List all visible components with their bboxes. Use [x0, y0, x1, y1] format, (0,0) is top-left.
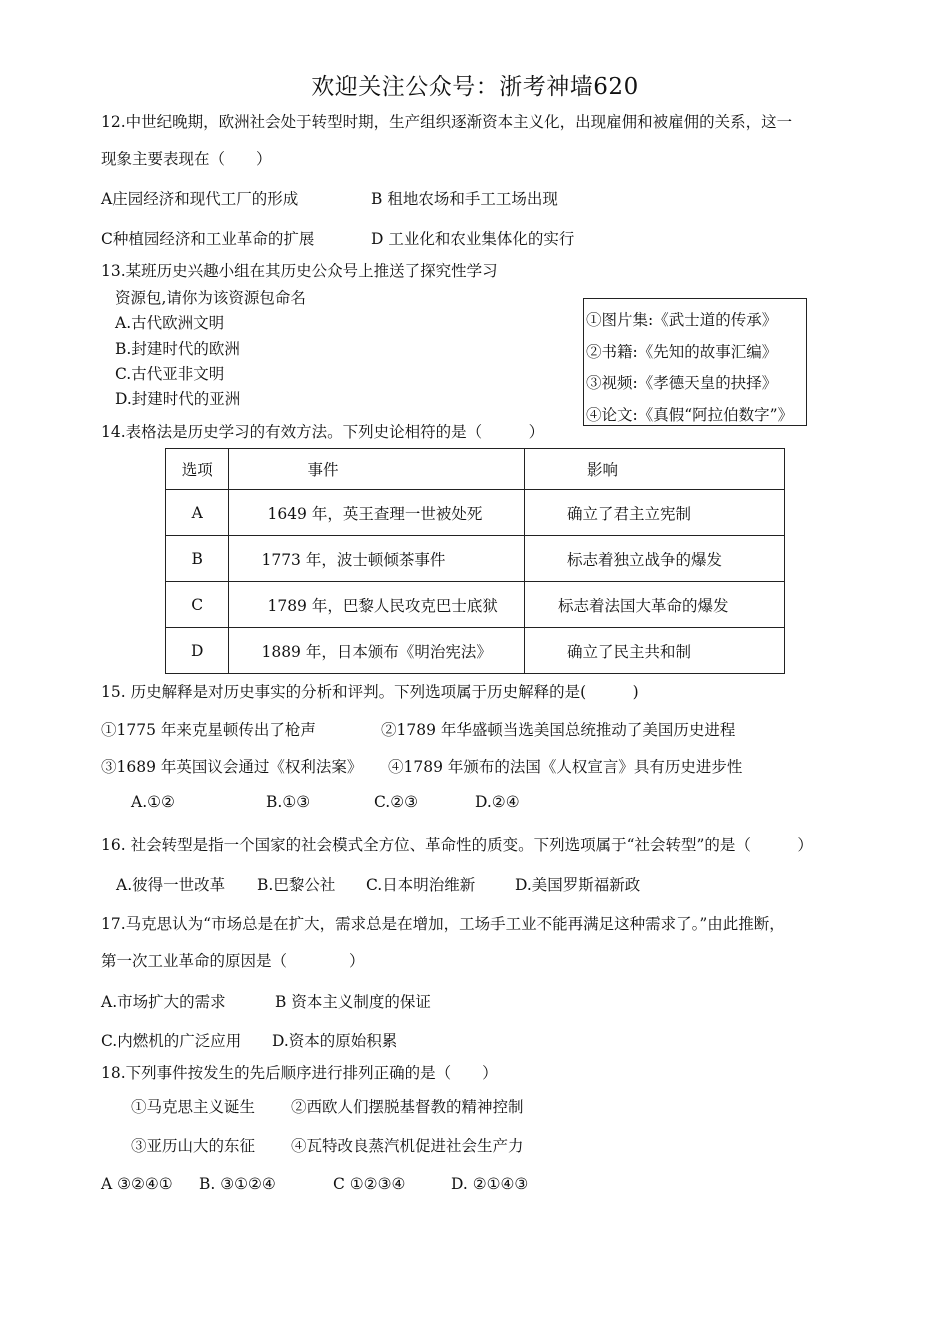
q15-statement-4: ④1789 年颁布的法国《人权宣言》具有历史进步性 — [388, 758, 743, 776]
row-event: 1773 年，波士顿倾茶事件 — [229, 536, 525, 582]
q13-option-c[interactable]: C.古代亚非文明 — [115, 365, 225, 383]
q17-stem-line2: 第一次工业革命的原因是（ ） — [101, 952, 365, 970]
q16-option-a[interactable]: A.彼得一世改革 — [116, 876, 226, 894]
q17-option-c[interactable]: C.内燃机的广泛应用 — [101, 1032, 242, 1050]
q13-resource-4: ④论文:《真假“阿拉伯数字”》 — [586, 406, 794, 424]
row-impact: 标志着法国大革命的爆发 — [525, 582, 785, 628]
row-option: B — [166, 536, 229, 582]
q15-statement-2: ②1789 年华盛顿当选美国总统推动了美国历史进程 — [381, 721, 736, 739]
q13-resource-3: ③视频:《孝德天皇的抉择》 — [586, 374, 778, 392]
row-impact: 确立了君主立宪制 — [525, 490, 785, 536]
q18-option-d[interactable]: D. ②①④③ — [451, 1175, 529, 1193]
q13-resource-1: ①图片集:《武士道的传承》 — [586, 311, 778, 329]
page-header: 欢迎关注公众号：浙考神墙620 — [311, 74, 639, 100]
q18-event-3: ③亚历山大的东征 — [131, 1137, 256, 1155]
q16-stem: 16. 社会转型是指一个国家的社会模式全方位、革命性的质变。下列选项属于“社会转型”的是（ ） — [101, 836, 813, 854]
q15-option-d[interactable]: D.②④ — [475, 793, 520, 811]
row-event: 1889 年，日本颁布《明治宪法》 — [229, 628, 525, 674]
header-option: 选项 — [166, 449, 229, 490]
q15-option-a[interactable]: A.①② — [131, 793, 175, 811]
table-row — [166, 628, 785, 674]
q18-event-1: ①马克思主义诞生 — [131, 1098, 256, 1116]
q13-resource-2: ②书籍:《先知的故事汇编》 — [586, 343, 778, 361]
row-impact: 标志着独立战争的爆发 — [525, 536, 785, 582]
q13-option-b[interactable]: B.封建时代的欧洲 — [115, 340, 240, 358]
q13-option-d[interactable]: D.封建时代的亚洲 — [115, 390, 241, 408]
q15-statement-3: ③1689 年英国议会通过《权利法案》 — [101, 758, 363, 776]
q17-option-d[interactable]: D.资本的原始积累 — [272, 1032, 398, 1050]
table-header-row — [166, 449, 785, 490]
row-event: 1789 年，巴黎人民攻克巴士底狱 — [229, 582, 525, 628]
row-option: D — [166, 628, 229, 674]
q16-option-b[interactable]: B.巴黎公社 — [257, 876, 336, 894]
q18-event-2: ②西欧人们摆脱基督教的精神控制 — [291, 1098, 524, 1116]
q12-stem-line1: 12.中世纪晚期，欧洲社会处于转型时期，生产组织逐渐资本主义化，出现雇佣和被雇佣的关系，这一 — [101, 113, 793, 131]
q13-resource-box — [583, 298, 807, 426]
row-option: A — [166, 490, 229, 536]
q18-stem: 18.下列事件按发生的先后顺序进行排列正确的是（ ） — [101, 1064, 498, 1082]
q15-option-c[interactable]: C.②③ — [374, 793, 419, 811]
q16-option-c[interactable]: C.日本明治维新 — [366, 876, 476, 894]
q14-table — [165, 448, 785, 674]
q17-option-b[interactable]: B 资本主义制度的保证 — [275, 993, 431, 1011]
q15-stem: 15. 历史解释是对历史事实的分析和评判。下列选项属于历史解释的是( ) — [101, 683, 639, 701]
q12-option-a[interactable]: A庄园经济和现代工厂的形成 — [101, 190, 299, 208]
q12-option-d[interactable]: D 工业化和农业集体化的实行 — [371, 230, 575, 248]
q12-option-b[interactable]: B 租地农场和手工工场出现 — [371, 190, 558, 208]
row-option: C — [166, 582, 229, 628]
header-event: 事件 — [229, 449, 525, 490]
row-impact: 确立了民主共和制 — [525, 628, 785, 674]
q13-stem-line1: 13.某班历史兴趣小组在其历史公众号上推送了探究性学习 — [101, 262, 498, 280]
q18-option-a[interactable]: A ③②④① — [101, 1175, 173, 1193]
q17-option-a[interactable]: A.市场扩大的需求 — [101, 993, 226, 1011]
q15-statement-1: ①1775 年来克星顿传出了枪声 — [101, 721, 316, 739]
q15-option-b[interactable]: B.①③ — [266, 793, 311, 811]
q18-option-c[interactable]: C ①②③④ — [333, 1175, 406, 1193]
q12-option-c[interactable]: C种植园经济和工业革命的扩展 — [101, 230, 315, 248]
q17-stem-line1: 17.马克思认为“市场总是在扩大，需求总是在增加，工场手工业不能再满足这种需求了。”由此推断， — [101, 915, 785, 933]
q18-option-b[interactable]: B. ③①②④ — [199, 1175, 276, 1193]
q14-stem: 14.表格法是历史学习的有效方法。下列史论相符的是（ ） — [101, 423, 545, 441]
q16-option-d[interactable]: D.美国罗斯福新政 — [515, 876, 641, 894]
header-impact: 影响 — [525, 449, 785, 490]
q12-stem-line2: 现象主要表现在（ ） — [101, 150, 272, 168]
table-row — [166, 490, 785, 536]
q13-stem-line2: 资源包,请你为该资源包命名 — [115, 289, 306, 307]
table-row — [166, 582, 785, 628]
q13-option-a[interactable]: A.古代欧洲文明 — [115, 314, 225, 332]
row-event: 1649 年，英王查理一世被处死 — [229, 490, 525, 536]
table-row — [166, 536, 785, 582]
q18-event-4: ④瓦特改良蒸汽机促进社会生产力 — [291, 1137, 524, 1155]
